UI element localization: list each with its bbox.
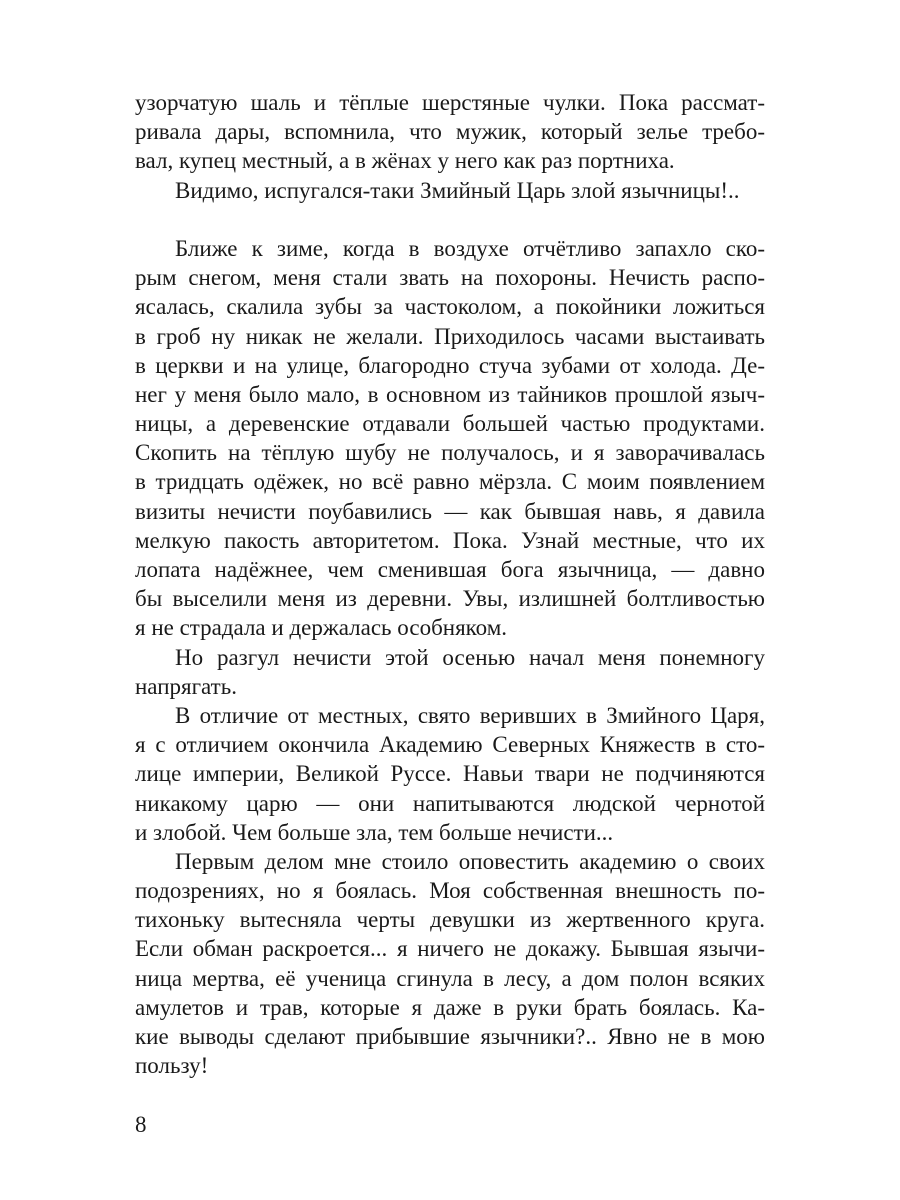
text-line: в гроб ну никак не желали. Приходилось часами выстаивать [135, 323, 765, 349]
text-line: никакому царю — они напитываются людской чернотой [135, 790, 765, 816]
text-line: узорчатую шаль и тёплые шерстяные чулки. Пока рассмат- [135, 90, 765, 115]
text-line: Но разгул нечисти этой осенью начал меня понемногу [175, 644, 765, 670]
text-line: лице империи, Великой Руссе. Навьи твари не подчиняются [135, 761, 765, 787]
text-line: и злобой. Чем больше зла, тем больше нечисти... [135, 819, 614, 845]
text-line: рым снегом, меня стали звать на похороны. Нечисть распо- [135, 265, 765, 291]
paragraph [135, 234, 765, 643]
body-text [135, 88, 765, 1080]
text-line: бы выселили меня из деревни. Увы, излишней болтливостью [135, 586, 765, 612]
text-line: Ближе к зиме, когда в воздухе отчётливо запахло ско- [175, 235, 765, 261]
paragraph [135, 701, 765, 847]
paragraph [135, 176, 765, 205]
text-line: пользу! [135, 1053, 209, 1079]
text-line: я не страдала и держалась особняком. [135, 615, 508, 641]
paragraph [135, 643, 765, 701]
text-line: в церкви и на улице, благородно стуча зубами от холода. Де- [135, 352, 765, 378]
text-line: вал, купец местный, а в жёнах у него как раз портниха. [135, 148, 675, 174]
text-line: нег у меня было мало, в основном из тайников прошлой языч- [135, 381, 765, 407]
text-line: В отличие от местных, свято веривших в Змийного Царя, [175, 702, 765, 728]
section-break [135, 205, 765, 234]
text-line: напрягать. [135, 673, 237, 699]
text-line: визиты нечисти поубавились — как бывшая навь, я давила [135, 498, 765, 524]
text-line: лопата надёжнее, чем сменившая бога язычница, — давно [135, 557, 765, 582]
paragraph [135, 88, 765, 176]
text-line: ясалась, скалила зубы за частоколом, а покойники ложиться [135, 294, 765, 320]
text-line: я с отличием окончила Академию Северных Княжеств в сто- [135, 732, 765, 758]
text-line: в тридцать одёжек, но всё равно мёрзла. С моим появлением [135, 469, 765, 495]
text-line: кие выводы сделают прибывшие язычники?.. Явно не в мою [135, 1024, 765, 1049]
text-line: Скопить на тёплую шубу не получалось, и я заворачивалась [135, 440, 765, 466]
text-line: Видимо, испугался-таки Змийный Царь злой язычницы!.. [175, 177, 740, 203]
text-line: ривала дары, вспомнила, что мужик, который зелье требо- [135, 119, 765, 145]
page-number: 8 [135, 1112, 147, 1137]
text-line: ницы, а деревенские отдавали большей частью продуктами. [135, 411, 765, 437]
text-line: ница мертва, её ученица сгинула в лесу, а дом полон всяких [135, 965, 765, 991]
text-line: тихоньку вытесняла черты девушки из жертвенного круга. [135, 907, 765, 933]
text-line: Если обман раскроется... я ничего не докажу. Бывшая язычи- [135, 936, 765, 962]
text-line: мелкую пакость авторитетом. Пока. Узнай местные, что их [135, 527, 765, 553]
text-line: амулетов и трав, которые я даже в руки брать боялась. Ка- [135, 994, 765, 1020]
text-line: Первым делом мне стоило оповестить академию о своих [175, 848, 765, 874]
paragraph [135, 847, 765, 1081]
text-line: подозрениях, но я боялась. Моя собственная внешность по- [135, 878, 765, 904]
